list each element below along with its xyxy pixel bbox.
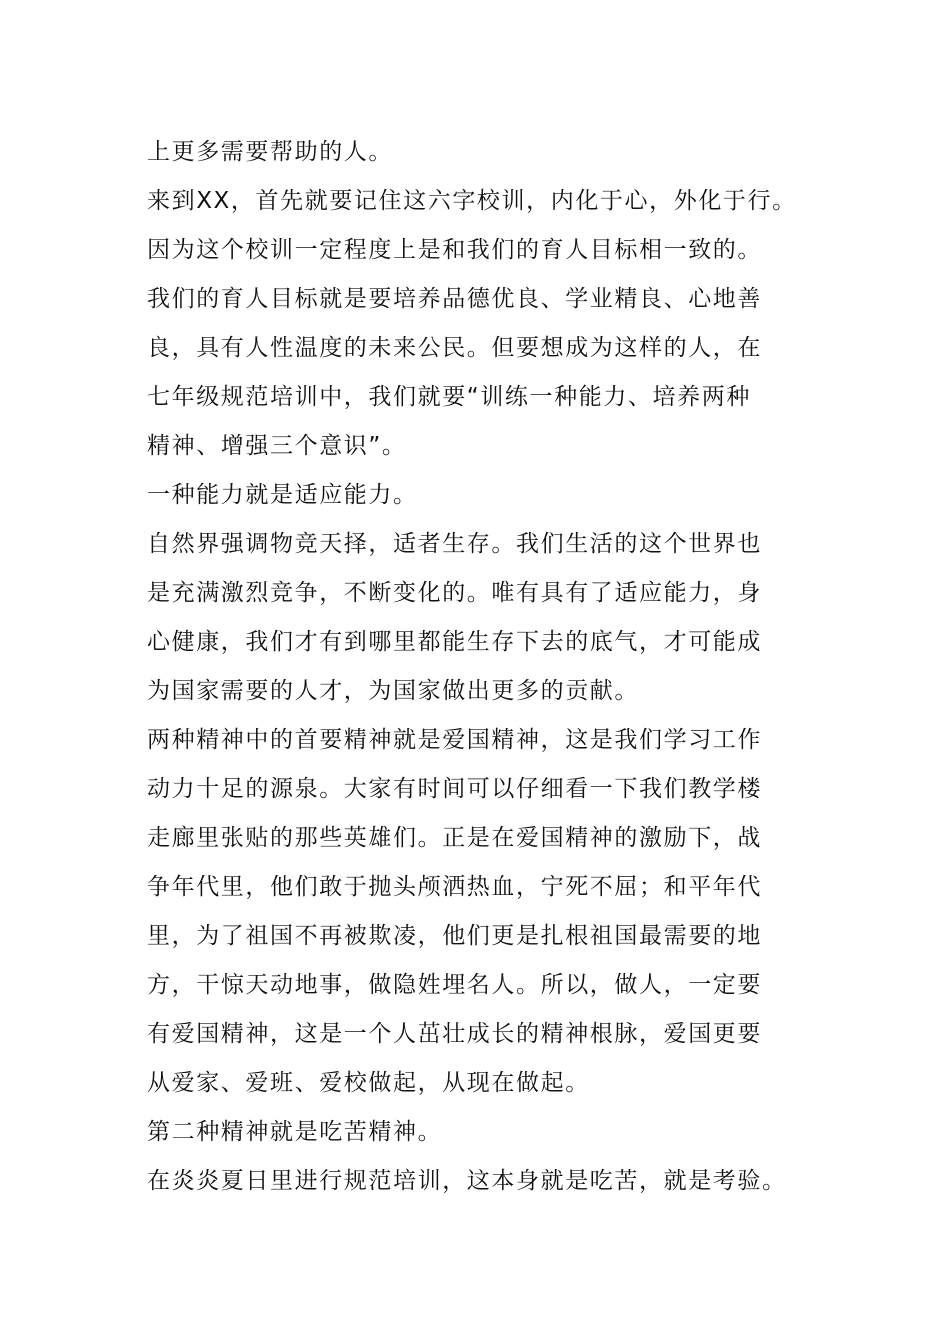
text-line: 走廊里张贴的那些英雄们。正是在爱国精神的激励下，战 xyxy=(147,825,762,851)
text-line: 两种精神中的首要精神就是爱国精神，这是我们学习工作 xyxy=(147,727,762,753)
body-text xyxy=(147,128,827,1206)
text-line: 为国家需要的人才，为国家做出更多的贡献。 xyxy=(147,678,639,704)
text-line: 良，具有人性温度的未来公民。但要想成为这样的人，在 xyxy=(147,335,762,361)
text-line: 方，干惊天动地事，做隐姓埋名人。所以，做人，一定要 xyxy=(147,972,762,998)
text-line: 来到XX，首先就要记住这六字校训，内化于心，外化于行。 xyxy=(147,188,797,214)
text-line: 第二种精神就是吃苦精神。 xyxy=(147,1119,443,1145)
text-line: 一种能力就是适应能力。 xyxy=(147,482,418,508)
text-line: 心健康，我们才有到哪里都能生存下去的底气，才可能成 xyxy=(147,629,762,655)
text-line: 有爱国精神，这是一个人茁壮成长的精神根脉，爱国更要 xyxy=(147,1021,762,1047)
text-line: 因为这个校训一定程度上是和我们的育人目标相一致的。 xyxy=(147,237,762,263)
text-line: 是充满激烈竞争，不断变化的。唯有具有了适应能力，身 xyxy=(147,580,762,606)
text-line: 动力十足的源泉。大家有时间可以仔细看一下我们教学楼 xyxy=(147,776,762,802)
text-line: 我们的育人目标就是要培养品德优良、学业精良、心地善 xyxy=(147,286,762,312)
text-line: 争年代里，他们敢于抛头颅洒热血，宁死不屈；和平年代 xyxy=(147,874,762,900)
text-line: 里，为了祖国不再被欺凌，他们更是扎根祖国最需要的地 xyxy=(147,923,762,949)
text-line: 七年级规范培训中，我们就要“训练一种能力、培养两种 xyxy=(147,384,751,410)
text-line: 从爱家、爱班、爱校做起，从现在做起。 xyxy=(147,1070,590,1096)
text-line: 在炎炎夏日里进行规范培训，这本身就是吃苦，就是考验。 xyxy=(147,1168,787,1194)
text-line: 上更多需要帮助的人。 xyxy=(147,139,393,165)
text-line: 自然界强调物竞天择，适者生存。我们生活的这个世界也 xyxy=(147,531,762,557)
text-line: 精神、增强三个意识”。 xyxy=(147,433,407,459)
